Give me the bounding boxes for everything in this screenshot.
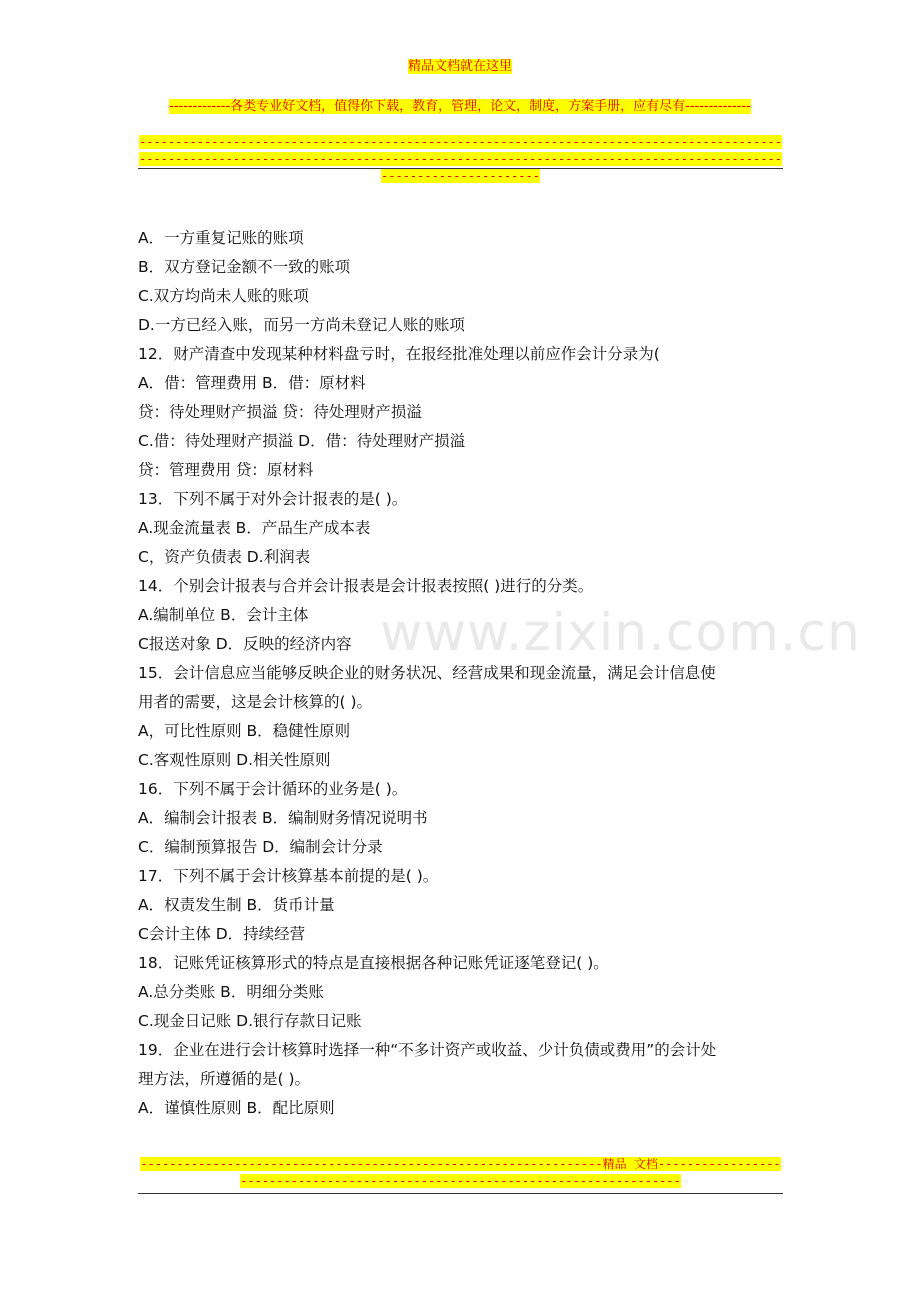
question-13: 13．下列不属于对外会计报表的是( )。 — [138, 490, 408, 508]
header-divider-text: -------------------------------------------------------------------------------------------------------------------------------------------------------------------------------------------------------- — [139, 135, 782, 183]
text-line: C报送对象 D．反映的经济内容 — [138, 635, 352, 653]
question-17: 17．下列不属于会计核算基本前提的是( )。 — [138, 867, 439, 885]
text-line: A．编制会计报表 B．编制财务情况说明书 — [138, 809, 428, 827]
text-line: A.编制单位 B．会计主体 — [138, 606, 309, 624]
text-line: C，资产负债表 D.利润表 — [138, 548, 311, 566]
text-line: C.双方均尚未人账的账项 — [138, 287, 309, 305]
question-19: 19．企业在进行会计核算时选择一种“不多计资产或收益、少计负债或费用”的会计处 — [138, 1041, 717, 1059]
text-line: A．一方重复记账的账项 — [138, 229, 304, 247]
text-line: 贷：管理费用 贷：原材料 — [138, 461, 314, 479]
question-14: 14．个别会计报表与合并会计报表是会计报表按照( )进行的分类。 — [138, 577, 594, 595]
question-12: 12．财产清查中发现某种材料盘亏时，在报经批准处理以前应作会计分录为( — [138, 345, 660, 363]
question-18: 18．记账凭证核算形式的特点是直接根据各种记账凭证逐笔登记( )。 — [138, 954, 609, 972]
footer-divider — [138, 1156, 783, 1190]
text-line: A．谨慎性原则 B．配比原则 — [138, 1099, 335, 1117]
header-tagline — [0, 97, 920, 117]
text-line: 用者的需要，这是会计核算的( )。 — [138, 693, 373, 711]
header-title — [0, 57, 920, 77]
text-line: A.总分类账 B．明细分类账 — [138, 983, 324, 1001]
watermark: www.zixin.com.cn — [380, 603, 861, 663]
header-tagline-text: -------------各类专业好文档，值得你下载，教育，管理，论文，制度，方案手册，应有尽有-------------- — [169, 99, 751, 114]
text-line: 贷：待处理财产损溢 贷：待处理财产损溢 — [138, 403, 422, 421]
text-line: B．双方登记金额不一致的账项 — [138, 258, 351, 276]
header-divider — [138, 134, 783, 185]
text-line: A.现金流量表 B．产品生产成本表 — [138, 519, 371, 537]
text-line: D.一方已经入账，而另一方尚未登记人账的账项 — [138, 316, 465, 334]
header-title-text: 精品文档就在这里 — [407, 59, 512, 74]
text-line: C.现金日记账 D.银行存款日记账 — [138, 1012, 362, 1030]
text-line: A．权责发生制 B．货币计量 — [138, 896, 335, 914]
text-line: C．编制预算报告 D．编制会计分录 — [138, 838, 383, 856]
text-line: C.借：待处理财产损溢 D．借：待处理财产损溢 — [138, 432, 466, 450]
question-15: 15．会计信息应当能够反映企业的财务状况、经营成果和现金流量，满足会计信息使 — [138, 664, 716, 682]
text-line: C.客观性原则 D.相关性原则 — [138, 751, 331, 769]
document-body — [138, 224, 783, 1123]
text-line: 理方法，所遵循的是( )。 — [138, 1070, 311, 1088]
question-16: 16．下列不属于会计循环的业务是( )。 — [138, 780, 408, 798]
text-line: C会计主体 D．持续经营 — [138, 925, 306, 943]
text-line: A，可比性原则 B．稳健性原则 — [138, 722, 351, 740]
footer-divider-text: ----------------------------------------------------------------精品 文档------------------------------------------------------------------------------ — [140, 1157, 781, 1188]
footer-rule — [138, 1193, 783, 1194]
header-rule — [138, 168, 783, 169]
text-line: A．借：管理费用 B．借：原材料 — [138, 374, 366, 392]
